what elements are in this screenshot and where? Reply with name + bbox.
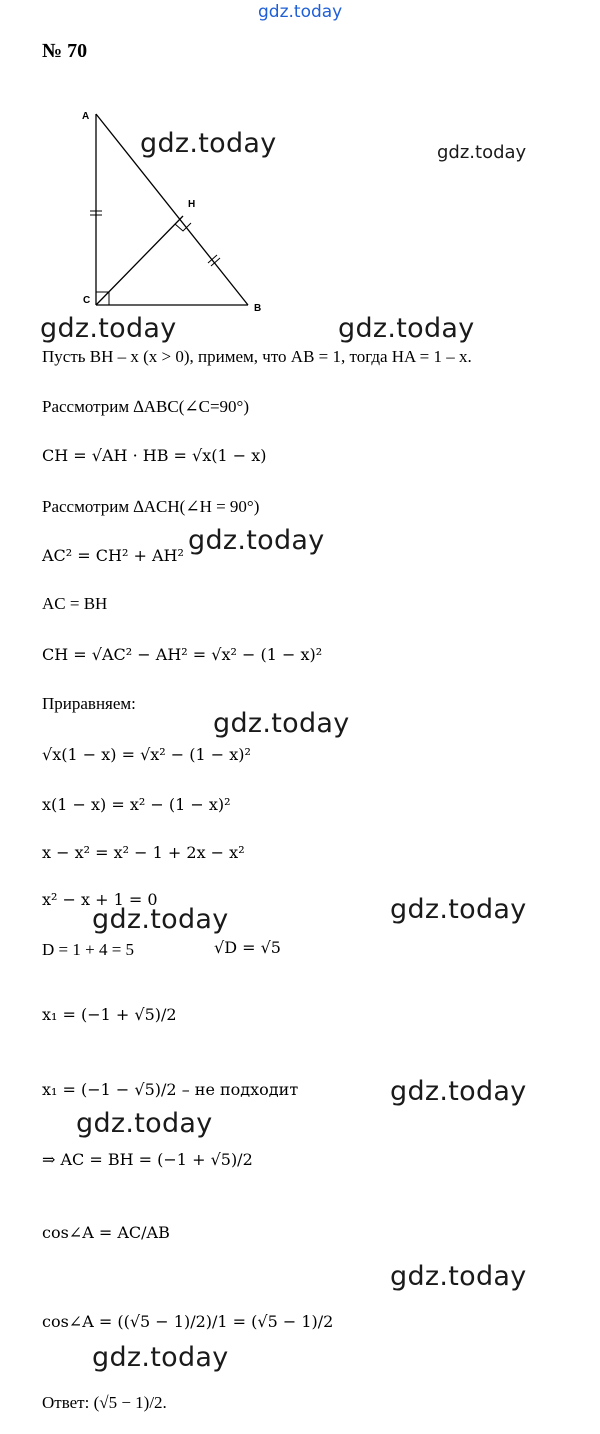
ac-bh-result: ⇒ AC = BH = (−1 + √5)/2 (42, 1150, 253, 1169)
watermark: gdz.today (76, 1108, 213, 1139)
consider-abc-line: Рассмотрим ∆ABC(∠C=90°) (42, 397, 250, 416)
watermark: gdz.today (92, 1342, 229, 1373)
watermark: gdz.today (338, 313, 475, 344)
equate-line: Приравняем: (42, 694, 136, 713)
equation-1: √x(1 − x) = √x² − (1 − x)² (42, 745, 251, 764)
watermark: gdz.today (213, 708, 350, 739)
sqrt-d-line: √D = √5 (214, 938, 281, 957)
ac-eq-bh-line: AC = BH (42, 594, 108, 613)
label-a: A (82, 111, 90, 122)
label-b: B (254, 303, 262, 314)
root-x1-rejected: x₁ = (−1 − √5)/2 – не подходит (42, 1080, 299, 1099)
ch-formula-2: CH = √AC² − AH² = √x² − (1 − x)² (42, 645, 323, 664)
consider-ach-line: Рассмотрим ∆ACH(∠H = 90°) (42, 497, 260, 516)
site-header-logo: gdz.today (258, 2, 343, 22)
cos-a-formula-2: cos∠A = ((√5 − 1)/2)/1 = (√5 − 1)/2 (42, 1312, 334, 1331)
watermark: gdz.today (437, 142, 527, 163)
cos-a-formula-1: cos∠A = AC/AB (42, 1223, 170, 1242)
watermark: gdz.today (92, 904, 229, 935)
watermark: gdz.today (188, 525, 325, 556)
ch-formula-1: CH = √AH · HB = √x(1 − x) (42, 446, 267, 465)
equation-3: x − x² = x² − 1 + 2x − x² (42, 843, 245, 862)
watermark: gdz.today (390, 1261, 527, 1292)
label-c: C (83, 295, 91, 306)
watermark: gdz.today (40, 313, 177, 344)
problem-number: № 70 (42, 40, 88, 62)
root-x1-valid: x₁ = (−1 + √5)/2 (42, 1005, 177, 1024)
discriminant-line: D = 1 + 4 = 5 (42, 940, 135, 959)
intro-line: Пусть BH – x (x > 0), примем, что AB = 1, тогда HA = 1 – x. (42, 347, 472, 366)
watermark: gdz.today (140, 128, 277, 159)
label-h: H (188, 199, 196, 210)
answer-line: Ответ: (√5 − 1)/2. (42, 1393, 167, 1412)
ac-squared-formula: AC² = CH² + AH² (42, 546, 184, 565)
watermark: gdz.today (390, 894, 527, 925)
watermark: gdz.today (390, 1076, 527, 1107)
equation-4: x² − x + 1 = 0 (42, 890, 158, 909)
equation-2: x(1 − x) = x² − (1 − x)² (42, 795, 231, 814)
